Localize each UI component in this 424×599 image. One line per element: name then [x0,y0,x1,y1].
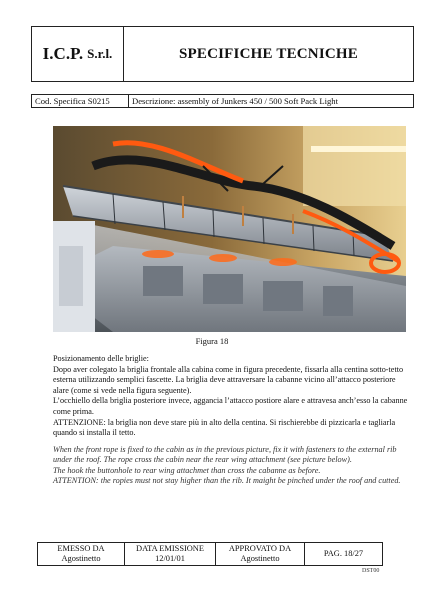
issued-label: EMESSO DA [57,544,105,553]
issue-date: 12/01/01 [155,554,185,563]
italian-paragraph-2: L’occhiello della briglia posteriore invece, agganciа l’attacco postiore alare e attravesa anch’esso la cabanne come prima. [53,396,408,416]
figure-photo [53,126,406,332]
english-text [53,445,409,487]
company-label: I.C.P. [42,44,84,63]
italian-heading: Posizionamento delle briglie: [53,354,149,363]
english-paragraph-1: When the front rope is fixed to the cabin as in the previous picture, fix it with fasteners to the external rib under the roof. The rope cross the cabin near the rear wing attachment (see picture below). [53,445,397,465]
document-code: DST00 [362,568,380,574]
spec-description: Descrizione: assembly of Junkers 450 / 500 Soft Pack Light [132,96,338,106]
page-number: PAG. 18/27 [323,549,364,558]
document-footer [37,542,383,566]
footer-page [305,543,382,565]
italian-paragraph-3: ATTENZIONE: la briglia non deve stare più in alto della centina. Si rischierebbe di pizzicarla e tagliarla quando si installa il tetto. [53,417,396,438]
company-suffix: S.r.l. [87,46,113,61]
footer-issued [38,543,125,565]
document-title: SPECIFICHE TECNICHE [179,45,358,62]
spec-code: Cod. Specifica S0215 [32,95,129,107]
figure-caption: Figura 18 [195,336,229,346]
italian-paragraph-1: Dopo aver colegato la briglia frontale alla cabina come in figura precedente, fissarla alla centina sotto-tetto esterna utilizzando semplici fascette. La briglia deve attraversare la cabanne vicino all’attacco posteriore alare (come si vede nella figura seguente). [53,364,404,395]
date-label: DATA EMISSIONE [136,544,204,553]
spec-row [31,94,414,108]
footer-date [125,543,216,565]
document-header [31,26,414,82]
italian-text [53,354,409,439]
approved-label: APPROVATO DA [228,544,292,553]
footer-approved [216,543,305,565]
company-name [32,27,124,81]
english-paragraph-2: The hook the buttonhole to rear wing attachmet than cross the cabanne as before. [53,465,321,475]
approved-by: Agostinetto [240,554,280,563]
english-paragraph-3: ATTENTION: the ropies must not stay higher than the rib. It maight be pinched under the roof and cutted. [53,476,401,486]
issued-by: Agostinetto [61,554,101,563]
